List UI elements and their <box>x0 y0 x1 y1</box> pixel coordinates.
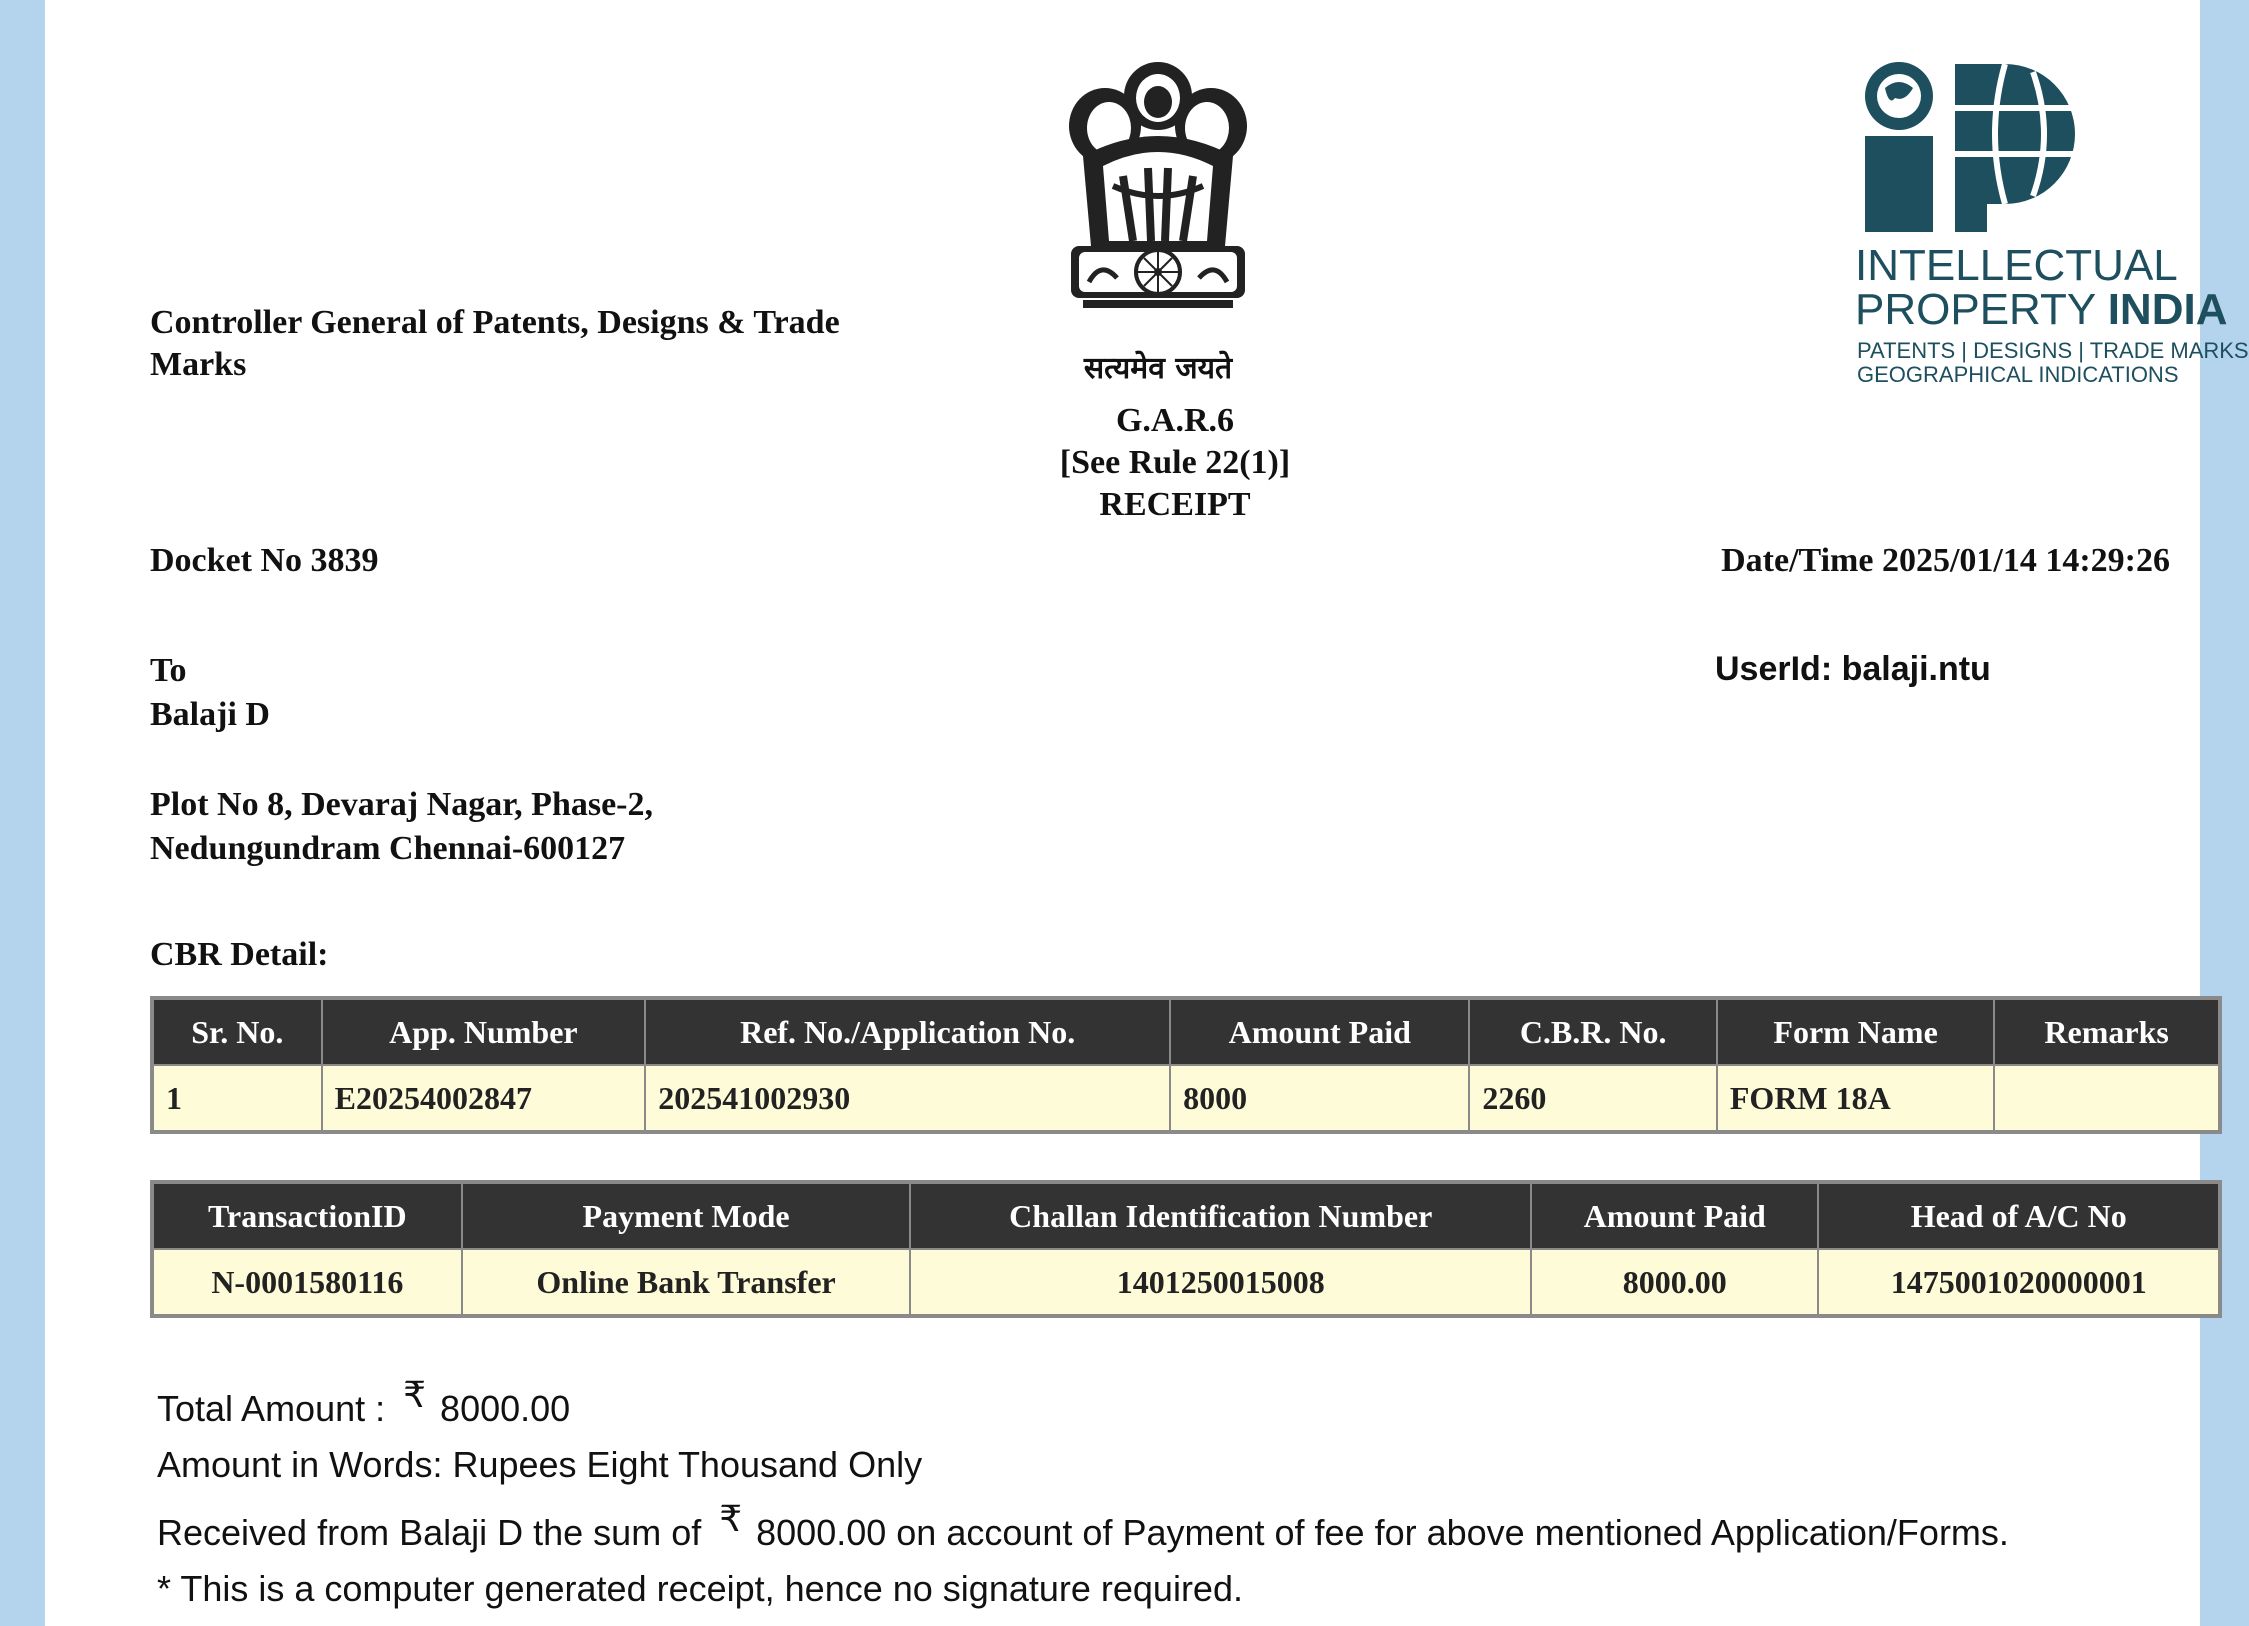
cbr-heading: CBR Detail: <box>150 936 329 973</box>
rupee-icon: ₹ <box>719 1499 743 1540</box>
total-amount-label: Total Amount : <box>157 1388 386 1429</box>
cbr-cell-form-name: FORM 18A <box>1717 1065 1994 1132</box>
receipt-page <box>45 0 2249 1626</box>
table-row <box>152 1249 2220 1316</box>
national-emblem <box>1053 56 1263 336</box>
amount-in-words: Amount in Words: Rupees Eight Thousand Only <box>157 1444 923 1485</box>
txn-col-challan-id: Challan Identification Number <box>910 1182 1531 1249</box>
cbr-cell-sr-no: 1 <box>152 1065 322 1132</box>
txn-col-transaction-id: TransactionID <box>152 1182 462 1249</box>
form-code: G.A.R.6 <box>1115 402 1235 439</box>
received-statement <box>157 1499 2009 1554</box>
txn-cell-payment-mode: Online Bank Transfer <box>462 1249 911 1316</box>
rule-reference: [See Rule 22(1)] <box>1059 444 1291 481</box>
ip-logo-mark-icon <box>1855 58 2085 238</box>
docket-number: Docket No 3839 <box>150 542 379 579</box>
txn-col-payment-mode: Payment Mode <box>462 1182 911 1249</box>
received-amount: 8000.00 <box>756 1512 887 1553</box>
cbr-col-amount-paid: Amount Paid <box>1170 998 1469 1065</box>
cbr-cell-ref-no: 202541002930 <box>645 1065 1170 1132</box>
logo-line-1: INTELLECTUAL <box>1855 241 2178 290</box>
logo-word-property: PROPERTY <box>1855 285 2096 334</box>
txn-col-head-ac-no: Head of A/C No <box>1818 1182 2220 1249</box>
cbr-col-remarks: Remarks <box>1994 998 2220 1065</box>
rupee-icon: ₹ <box>403 1375 427 1416</box>
cbr-cell-remarks <box>1994 1065 2220 1132</box>
transaction-table <box>150 1180 2222 1318</box>
receipt-title: RECEIPT <box>1099 486 1251 523</box>
transaction-header-row <box>152 1182 2220 1249</box>
logo-line-4: GEOGRAPHICAL INDICATIONS <box>1857 362 2179 387</box>
total-amount <box>157 1375 571 1430</box>
office-name: Controller General of Patents, Designs & Trade Marks <box>150 304 840 383</box>
txn-col-amount-paid: Amount Paid <box>1531 1182 1818 1249</box>
to-label: To <box>150 652 187 689</box>
table-row <box>152 1065 2220 1132</box>
date-time: Date/Time 2025/01/14 14:29:26 <box>1721 542 2170 579</box>
cbr-header-row <box>152 998 2220 1065</box>
total-amount-value: 8000.00 <box>440 1388 571 1429</box>
txn-cell-amount-paid: 8000.00 <box>1531 1249 1818 1316</box>
txn-cell-head-ac-no: 1475001020000001 <box>1818 1249 2220 1316</box>
txn-cell-challan-id: 1401250015008 <box>910 1249 1531 1316</box>
received-prefix: Received from Balaji D the sum of <box>157 1512 702 1553</box>
logo-word-india: INDIA <box>2107 285 2228 334</box>
cbr-cell-app-number: E20254002847 <box>322 1065 646 1132</box>
txn-cell-transaction-id: N-0001580116 <box>152 1249 462 1316</box>
cbr-table <box>150 996 2222 1134</box>
cbr-col-form-name: Form Name <box>1717 998 1994 1065</box>
user-id: UserId: balaji.ntu <box>1715 650 1991 688</box>
recipient-name: Balaji D <box>150 696 270 733</box>
logo-line-2 <box>1855 285 2228 334</box>
ip-india-logo <box>1855 58 2249 388</box>
cbr-cell-cbr-no: 2260 <box>1469 1065 1716 1132</box>
cbr-col-cbr-no: C.B.R. No. <box>1469 998 1716 1065</box>
emblem-motto: सत्यमेव जयते <box>1083 351 1233 386</box>
cbr-cell-amount-paid: 8000 <box>1170 1065 1469 1132</box>
received-suffix: on account of Payment of fee for above mentioned Application/Forms. <box>896 1512 2009 1553</box>
cbr-col-app-number: App. Number <box>322 998 646 1065</box>
computer-generated-note: * This is a computer generated receipt, hence no signature required. <box>157 1568 1243 1609</box>
logo-line-3: PATENTS | DESIGNS | TRADE MARKS <box>1857 338 2249 363</box>
cbr-col-ref-no: Ref. No./Application No. <box>645 998 1170 1065</box>
address-line-2: Nedungundram Chennai-600127 <box>150 830 626 867</box>
address-line-1: Plot No 8, Devaraj Nagar, Phase-2, <box>150 786 653 823</box>
lion-capital-icon <box>1053 56 1263 336</box>
cbr-col-sr-no: Sr. No. <box>152 998 322 1065</box>
